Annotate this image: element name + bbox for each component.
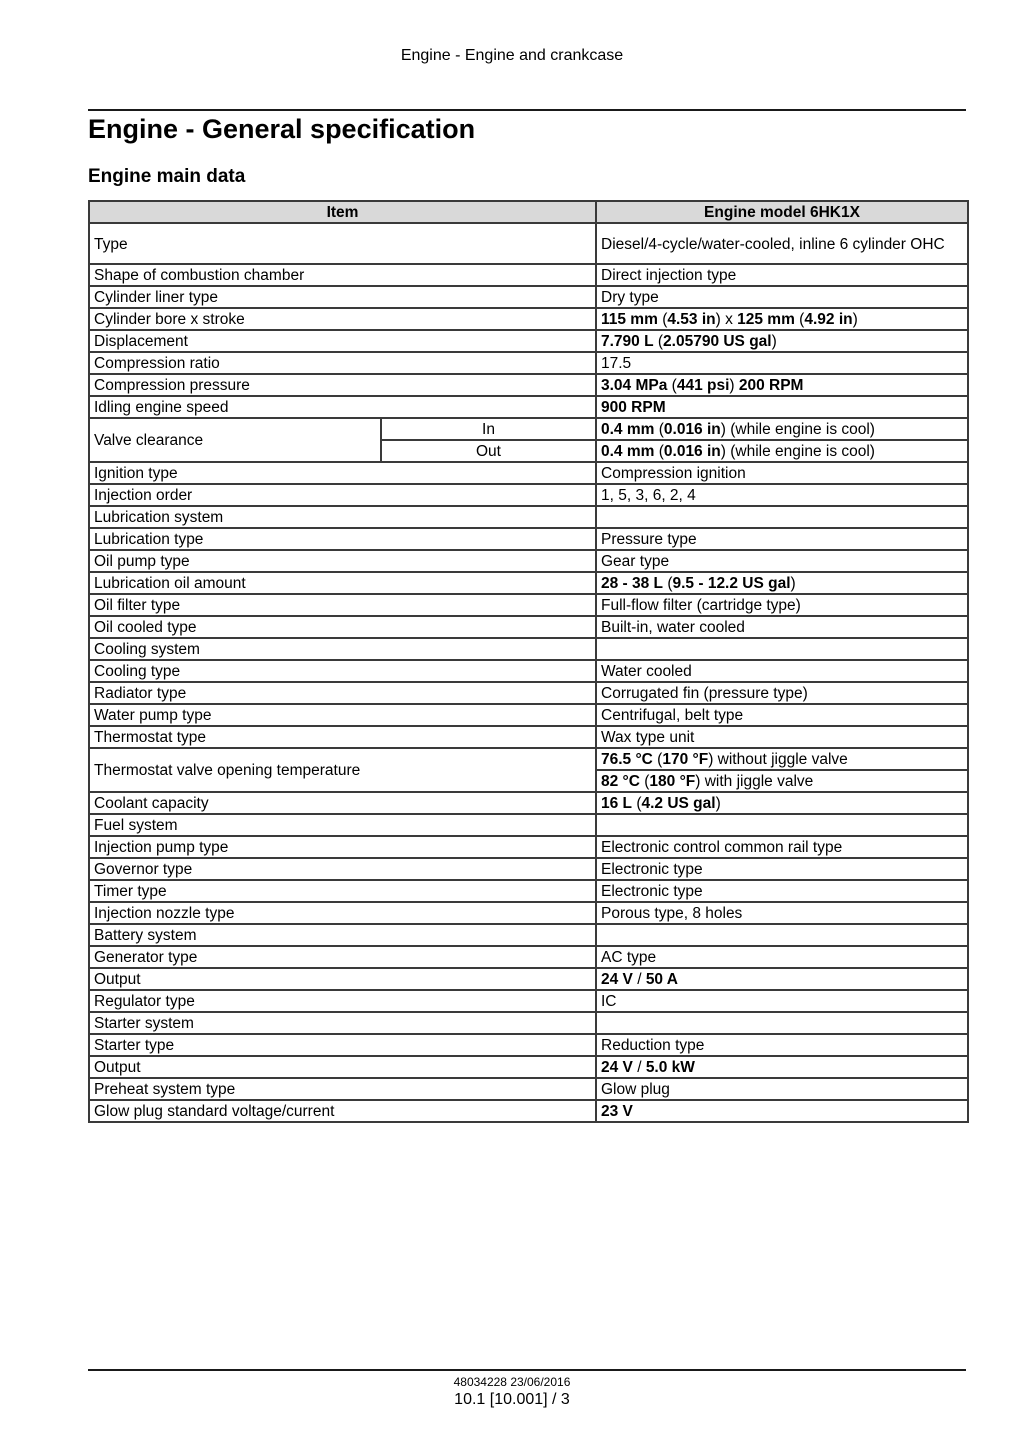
table-row bbox=[89, 968, 968, 990]
table-row bbox=[89, 1012, 968, 1034]
value-bold: 82 °C bbox=[601, 773, 640, 790]
column-header-engine-model: Engine model 6HK1X bbox=[596, 201, 968, 223]
footer-page-number: 10.1 [10.001] / 3 bbox=[454, 1391, 570, 1408]
value-bold: 0.4 mm bbox=[601, 443, 655, 460]
value-bold: 24 V bbox=[601, 971, 633, 988]
value-bold: 441 psi bbox=[676, 377, 730, 394]
row-value: Compression ignition bbox=[596, 462, 968, 484]
row-value: Diesel/4-cycle/water-cooled, inline 6 cylinder OHC bbox=[596, 223, 968, 264]
row-value: Pressure type bbox=[596, 528, 968, 550]
table-row bbox=[89, 506, 968, 528]
row-value: Built-in, water cooled bbox=[596, 616, 968, 638]
row-label: Governor type bbox=[89, 858, 596, 880]
row-label: Regulator type bbox=[89, 990, 596, 1012]
row-value: 115 mm (4.53 in) x 125 mm (4.92 in) bbox=[596, 308, 968, 330]
value-bold: 9.5 - 12.2 US gal bbox=[672, 575, 791, 592]
table-row bbox=[89, 528, 968, 550]
value-bold: 0.016 in bbox=[663, 443, 721, 460]
table-row bbox=[89, 1078, 968, 1100]
value-bold: 5.0 kW bbox=[645, 1059, 695, 1076]
page-title: Engine - General specification bbox=[88, 114, 476, 144]
row-value bbox=[596, 506, 968, 528]
table-row bbox=[89, 352, 968, 374]
table-row bbox=[89, 638, 968, 660]
row-value: 24 V / 5.0 kW bbox=[596, 1056, 968, 1078]
row-label: Output bbox=[89, 1056, 596, 1078]
row-label: Oil cooled type bbox=[89, 616, 596, 638]
row-label: Starter type bbox=[89, 1034, 596, 1056]
row-label: Injection nozzle type bbox=[89, 902, 596, 924]
row-value bbox=[596, 396, 968, 418]
row-label: Thermostat type bbox=[89, 726, 596, 748]
engine-spec-table bbox=[88, 200, 969, 1123]
table-row bbox=[89, 836, 968, 858]
row-value: Water cooled bbox=[596, 660, 968, 682]
footer-document-reference: 48034228 23/06/2016 bbox=[453, 1375, 571, 1389]
row-label: Oil filter type bbox=[89, 594, 596, 616]
value-bold: 4.2 US gal bbox=[641, 795, 716, 812]
table-row bbox=[89, 594, 968, 616]
row-value: Electronic type bbox=[596, 880, 968, 902]
table-row bbox=[89, 286, 968, 308]
table-row bbox=[89, 880, 968, 902]
header-divider bbox=[88, 109, 966, 111]
row-value bbox=[596, 638, 968, 660]
value-note: (while engine is cool) bbox=[730, 443, 875, 460]
footer-divider bbox=[88, 1369, 966, 1371]
table-row bbox=[89, 902, 968, 924]
row-value: Electronic type bbox=[596, 858, 968, 880]
row-label: Glow plug standard voltage/current bbox=[89, 1100, 596, 1122]
row-value: 1, 5, 3, 6, 2, 4 bbox=[596, 484, 968, 506]
row-label: Lubrication oil amount bbox=[89, 572, 596, 594]
table-row bbox=[89, 814, 968, 836]
row-label: Water pump type bbox=[89, 704, 596, 726]
row-value: 16 L (4.2 US gal) bbox=[596, 792, 968, 814]
column-header-item: Item bbox=[89, 201, 596, 223]
table-row bbox=[89, 1034, 968, 1056]
row-label: Coolant capacity bbox=[89, 792, 596, 814]
value-bold: 0.016 in bbox=[663, 421, 721, 438]
row-value: AC type bbox=[596, 946, 968, 968]
row-label: Thermostat valve opening temperature bbox=[89, 748, 596, 792]
table-row bbox=[89, 726, 968, 748]
table-row bbox=[89, 1100, 968, 1122]
table-row bbox=[89, 682, 968, 704]
value-bold: 180 °F bbox=[649, 773, 696, 790]
table-row bbox=[89, 330, 968, 352]
row-label: Starter system bbox=[89, 1012, 596, 1034]
table-row bbox=[89, 418, 968, 440]
table-row bbox=[89, 572, 968, 594]
row-label: Shape of combustion chamber bbox=[89, 264, 596, 286]
row-value bbox=[596, 814, 968, 836]
row-value: 0.4 mm (0.016 in) (while engine is cool) bbox=[596, 440, 968, 462]
row-label: Oil pump type bbox=[89, 550, 596, 572]
table-row bbox=[89, 308, 968, 330]
row-label: Battery system bbox=[89, 924, 596, 946]
value-bold: 115 mm bbox=[601, 311, 658, 328]
table-row bbox=[89, 374, 968, 396]
table-row bbox=[89, 748, 968, 770]
value-note: (while engine is cool) bbox=[730, 421, 875, 438]
value-bold: 200 RPM bbox=[738, 377, 804, 394]
row-label: Lubrication type bbox=[89, 528, 596, 550]
table-row bbox=[89, 858, 968, 880]
row-value: Glow plug bbox=[596, 1078, 968, 1100]
table-row bbox=[89, 264, 968, 286]
row-label: Compression pressure bbox=[89, 374, 596, 396]
value-note: with jiggle valve bbox=[704, 773, 814, 790]
row-value: Gear type bbox=[596, 550, 968, 572]
value-bold: 23 V bbox=[601, 1103, 633, 1120]
value-bold: 125 mm bbox=[737, 311, 795, 328]
row-sublabel: In bbox=[381, 418, 596, 440]
row-label: Ignition type bbox=[89, 462, 596, 484]
row-value bbox=[596, 1012, 968, 1034]
value-bold: 4.53 in bbox=[667, 311, 716, 328]
row-value: 28 - 38 L (9.5 - 12.2 US gal) bbox=[596, 572, 968, 594]
row-label: Radiator type bbox=[89, 682, 596, 704]
table-row bbox=[89, 990, 968, 1012]
row-label: Injection pump type bbox=[89, 836, 596, 858]
value-bold: 50 A bbox=[645, 971, 678, 988]
table-row bbox=[89, 616, 968, 638]
row-label: Output bbox=[89, 968, 596, 990]
table-row bbox=[89, 484, 968, 506]
value-bold: 76.5 °C bbox=[601, 751, 653, 768]
row-value: 24 V / 50 A bbox=[596, 968, 968, 990]
row-label: Displacement bbox=[89, 330, 596, 352]
row-value: Full-flow filter (cartridge type) bbox=[596, 594, 968, 616]
row-value bbox=[596, 1100, 968, 1122]
row-value: IC bbox=[596, 990, 968, 1012]
value-bold: 0.4 mm bbox=[601, 421, 655, 438]
value-bold: 170 °F bbox=[662, 751, 709, 768]
row-label: Cooling type bbox=[89, 660, 596, 682]
value-bold: 24 V bbox=[601, 1059, 633, 1076]
value-note: without jiggle valve bbox=[717, 751, 848, 768]
table-row bbox=[89, 1056, 968, 1078]
row-value: 82 °C (180 °F) with jiggle valve bbox=[596, 770, 968, 792]
table-row bbox=[89, 462, 968, 484]
row-value: Reduction type bbox=[596, 1034, 968, 1056]
row-value: Corrugated fin (pressure type) bbox=[596, 682, 968, 704]
value-bold: 16 L bbox=[601, 795, 633, 812]
row-label: Idling engine speed bbox=[89, 396, 596, 418]
row-value: Direct injection type bbox=[596, 264, 968, 286]
row-sublabel: Out bbox=[381, 440, 596, 462]
table-row bbox=[89, 396, 968, 418]
table-row bbox=[89, 550, 968, 572]
table-row bbox=[89, 946, 968, 968]
row-label: Compression ratio bbox=[89, 352, 596, 374]
value-bold: 4.92 in bbox=[804, 311, 853, 328]
row-label: Cooling system bbox=[89, 638, 596, 660]
row-value: Porous type, 8 holes bbox=[596, 902, 968, 924]
row-value: 7.790 L (2.05790 US gal) bbox=[596, 330, 968, 352]
row-value: Wax type unit bbox=[596, 726, 968, 748]
row-label: Fuel system bbox=[89, 814, 596, 836]
row-label: Generator type bbox=[89, 946, 596, 968]
row-value: Centrifugal, belt type bbox=[596, 704, 968, 726]
value-bold: 900 RPM bbox=[601, 399, 666, 416]
row-value: 17.5 bbox=[596, 352, 968, 374]
row-label: Type bbox=[89, 223, 596, 264]
table-row bbox=[89, 924, 968, 946]
row-label: Valve clearance bbox=[89, 418, 381, 462]
row-label: Cylinder bore x stroke bbox=[89, 308, 596, 330]
table-row bbox=[89, 223, 968, 264]
row-label: Cylinder liner type bbox=[89, 286, 596, 308]
row-label: Injection order bbox=[89, 484, 596, 506]
row-label: Lubrication system bbox=[89, 506, 596, 528]
row-value: Dry type bbox=[596, 286, 968, 308]
row-value bbox=[596, 924, 968, 946]
table-row bbox=[89, 660, 968, 682]
table-row bbox=[89, 704, 968, 726]
value-bold: 7.790 L bbox=[601, 333, 654, 350]
row-value: 0.4 mm (0.016 in) (while engine is cool) bbox=[596, 418, 968, 440]
value-bold: 2.05790 US gal bbox=[663, 333, 772, 350]
running-header: Engine - Engine and crankcase bbox=[400, 47, 624, 64]
value-bold: 28 - 38 L bbox=[601, 575, 664, 592]
section-title: Engine main data bbox=[88, 166, 246, 187]
value-bold: 3.04 MPa bbox=[601, 377, 668, 394]
row-value: 3.04 MPa (441 psi) 200 RPM bbox=[596, 374, 968, 396]
table-row bbox=[89, 792, 968, 814]
row-label: Preheat system type bbox=[89, 1078, 596, 1100]
row-value: Electronic control common rail type bbox=[596, 836, 968, 858]
row-value: 76.5 °C (170 °F) without jiggle valve bbox=[596, 748, 968, 770]
table-header-row bbox=[89, 201, 968, 223]
row-label: Timer type bbox=[89, 880, 596, 902]
